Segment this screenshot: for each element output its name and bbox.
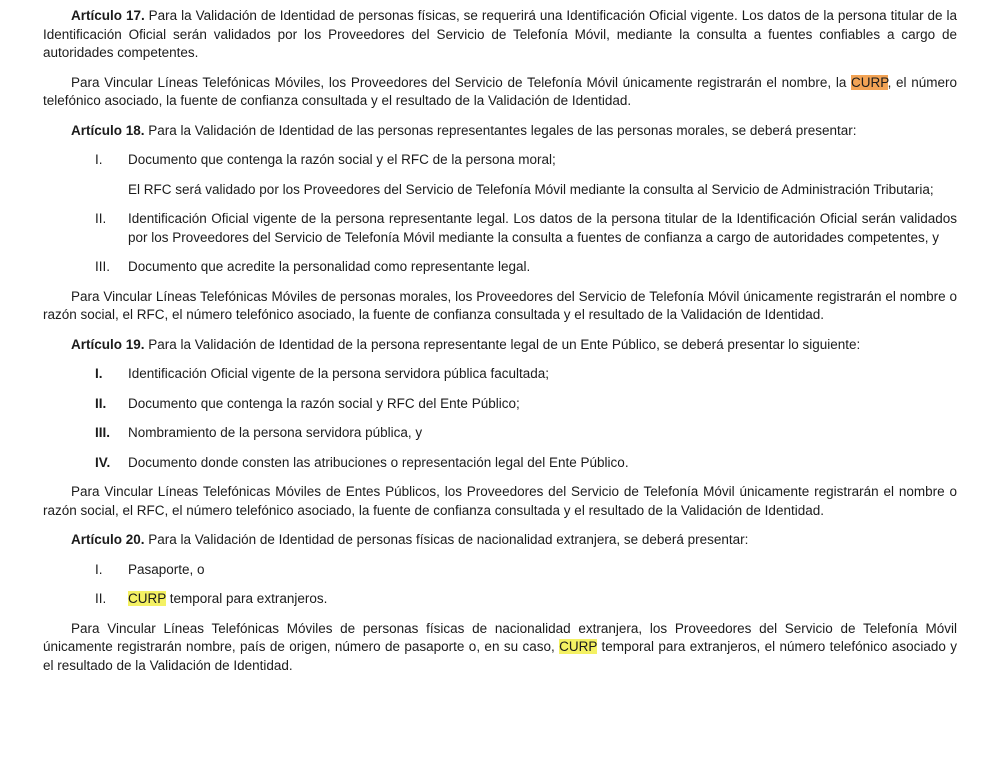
text-run: Para la Validación de Identidad de las personas representantes legales de las personas morales, se deberá presentar: xyxy=(148,122,857,138)
list-item-text xyxy=(128,365,957,384)
list-number: I. xyxy=(95,366,103,381)
article-label: Artículo 18. xyxy=(71,122,149,138)
text-run: Para Vincular Líneas Telefónicas Móviles de Entes Públicos, los Proveedores del Servicio de Telefonía Móvil únicamente registrarán el nombre o razón social, el RFC, el número telefónico asociado, la fuente de confianza consultada y el resultado de la Validación de Identidad. xyxy=(43,484,957,518)
list-item xyxy=(43,151,957,170)
list-item xyxy=(43,365,957,384)
paragraph xyxy=(43,122,957,141)
list-number: II. xyxy=(95,591,107,606)
text-run: Documento donde consten las atribuciones o representación legal del Ente Público. xyxy=(128,454,629,470)
paragraph xyxy=(43,483,957,520)
highlight-curp: CURP xyxy=(851,74,888,90)
article-label: Artículo 17. xyxy=(71,8,149,23)
text-run: Documento que contenga la razón social y RFC del Ente Público; xyxy=(128,395,520,411)
list-number: III. xyxy=(95,259,111,274)
list-item xyxy=(43,258,957,277)
paragraph xyxy=(43,7,957,63)
text-run: temporal para extranjeros, el número telefónico asociado y el resultado de la Validación de Identidad. xyxy=(43,639,957,673)
list-item xyxy=(43,590,957,609)
list-item-text xyxy=(128,151,957,170)
list-number: IV. xyxy=(95,454,111,470)
text-run: temporal para extranjeros. xyxy=(166,591,328,606)
list-item-text xyxy=(128,424,957,443)
paragraph xyxy=(43,74,957,111)
list-item xyxy=(43,561,957,580)
paragraph xyxy=(43,336,957,355)
list-item-text xyxy=(128,395,957,414)
list-item xyxy=(43,395,957,414)
text-run: Pasaporte, o xyxy=(128,561,205,577)
paragraph xyxy=(43,620,957,676)
list-number: III. xyxy=(95,425,111,440)
text-run: Para la Validación de Identidad de personas físicas de nacionalidad extranjera, se deberá presentar: xyxy=(148,532,749,547)
text-run: Para Vincular Líneas Telefónicas Móviles de personas morales, los Proveedores del Servicio de Telefonía Móvil únicamente registrarán el nombre o razón social, el RFC, el número telefónico asociado, la fuente de confianza consultada y el resultado de la Validación de Identidad. xyxy=(43,288,957,322)
list-item xyxy=(43,424,957,443)
sub-paragraph xyxy=(128,181,957,200)
text-run: Para la Validación de Identidad de la persona representante legal de un Ente Público, se deberá presentar lo siguiente: xyxy=(148,336,861,352)
list-item xyxy=(43,210,957,247)
paragraph xyxy=(43,531,957,550)
list-item-text xyxy=(128,454,957,473)
text-run: Para la Validación de Identidad de personas físicas, se requerirá una Identificación Oficial vigente. Los datos de la persona titular de la Identificación Oficial serán validados por los Proveedores del Servicio de Telefonía Móvil, mediante la consulta a fuentes confiables a cargo de autoridades competentes. xyxy=(43,8,957,60)
text-run: , el número telefónico asociado, la fuente de confianza consultada y el resultado de la Validación de Identidad. xyxy=(43,74,957,108)
highlight-curp: CURP xyxy=(559,639,598,654)
article-label: Artículo 19. xyxy=(71,336,149,352)
text-run: Identificación Oficial vigente de la persona representante legal. Los datos de la persona titular de la Identificación Oficial serán validados por los Proveedores del Servicio de Telefonía Móvil mediante la consulta a fuentes de confianza a cargo de autoridades competentes, y xyxy=(128,211,957,245)
text-run: Para Vincular Líneas Telefónicas Móviles, los Proveedores del Servicio de Telefonía Móvil únicamente registrarán el nombre, la xyxy=(71,74,852,90)
text-run: Documento que acredite la personalidad como representante legal. xyxy=(128,259,531,274)
article-label: Artículo 20. xyxy=(71,532,149,547)
list-item xyxy=(43,454,957,473)
text-run: Identificación Oficial vigente de la persona servidora pública facultada; xyxy=(128,366,549,381)
list-item-text xyxy=(128,210,957,247)
text-run: El RFC será validado por los Proveedores del Servicio de Telefonía Móvil mediante la consulta al Servicio de Administración Tributaria; xyxy=(128,181,934,197)
highlight-curp: CURP xyxy=(128,591,167,606)
text-run: Nombramiento de la persona servidora pública, y xyxy=(128,425,423,440)
list-number: I. xyxy=(95,152,103,167)
text-run: Documento que contenga la razón social y el RFC de la persona moral; xyxy=(128,152,556,167)
paragraph xyxy=(43,288,957,325)
list-number: II. xyxy=(95,211,107,226)
list-number: I. xyxy=(95,561,103,577)
list-item-text xyxy=(128,590,957,609)
list-number: II. xyxy=(95,395,107,411)
text-run: Para Vincular Líneas Telefónicas Móviles de personas físicas de nacionalidad extranjera, los Proveedores del Servicio de Telefonía Móvil únicamente registrarán nombre, país de origen, número de pasaporte o, en su caso, xyxy=(43,620,957,654)
list-item-text xyxy=(128,561,957,580)
list-item-text xyxy=(128,258,957,277)
